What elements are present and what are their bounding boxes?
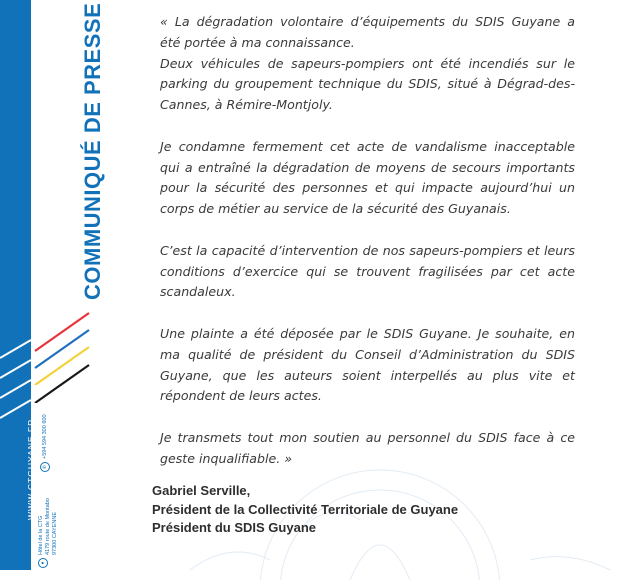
- signatory-name: Gabriel Serville,: [152, 483, 251, 498]
- phone-contact: [40, 414, 50, 472]
- paragraph: C’est la capacité d’intervention de nos sapeurs-pompiers et leurs conditions d’exercice qui se trouvent fragilisées par cet acte scandaleux.: [160, 242, 575, 300]
- stripe-red: [35, 313, 89, 351]
- signature-block: [152, 482, 458, 538]
- paragraph: Je condamne fermement cet acte de vandalisme inacceptable qui a entraîné la dégradation de moyens de secours importants pour la sécurité des personnes et qui impacte aujourd’hui un corps de métier au service de la sécurité des Guyanais.: [160, 138, 575, 217]
- paragraph: Une plainte a été déposée par le SDIS Guyane. Je souhaite, en ma qualité de président du Conseil d’Administration du SDIS Guyane, que les auteurs soient interpellés au plus vite et répondent de leurs actes.: [160, 325, 575, 404]
- location-pin-icon: ●: [38, 558, 48, 568]
- press-release-body: [160, 12, 575, 490]
- phone-icon: ✆: [40, 462, 50, 472]
- website-link[interactable]: WWW.CTGUYANE.FR: [26, 418, 36, 520]
- press-release-title: COMMUNIQUÉ DE PRESSE: [80, 2, 105, 300]
- paragraph: Deux véhicules de sapeurs-pompiers ont été incendiés sur le parking du groupement technique du SDIS, situé à Dégrad-des-Cannes, à Rémire-Montjoly.: [160, 55, 575, 113]
- address-line: 97300 CAYENNE: [52, 511, 58, 555]
- address-line: Hôtel de la CTG: [38, 515, 44, 555]
- signatory-role: Président de la Collectivité Territoriale de Guyane: [152, 501, 459, 517]
- color-stripes: [33, 305, 93, 389]
- stripe-black: [35, 365, 89, 403]
- signatory-role: Président du SDIS Guyane: [152, 520, 316, 535]
- paragraph: Je transmets tout mon soutien au personnel du SDIS face à ce geste inqualifiable. »: [160, 429, 575, 466]
- paragraph: « La dégradation volontaire d’équipements du SDIS Guyane a été portée à ma connaissance.: [160, 14, 575, 50]
- band-white-stripes: [0, 330, 31, 430]
- phone-number: +594 594 300 600: [42, 414, 48, 459]
- address-block: [38, 498, 59, 568]
- address-line: 4179 route de Montabo: [45, 498, 51, 555]
